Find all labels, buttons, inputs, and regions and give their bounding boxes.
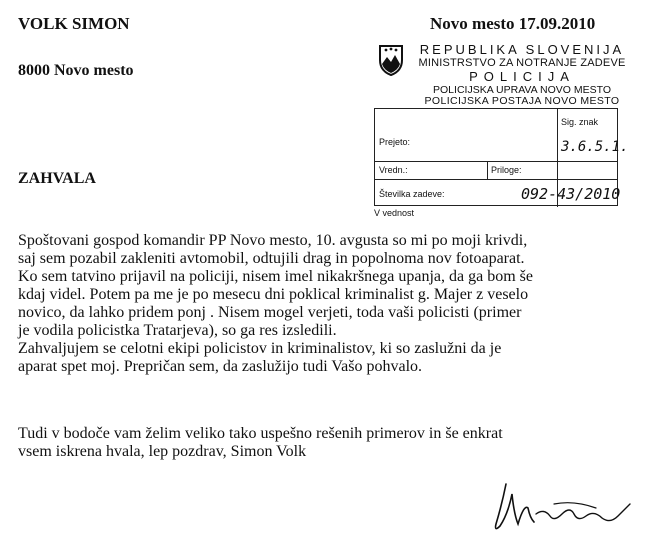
for-information-note: V vednost — [374, 208, 415, 218]
body-line: Tudi v bodoče vam želim veliko tako uspešno rešenih primerov in še enkrat — [18, 425, 503, 442]
stamp-police-station: POLICIJSKA POSTAJA NOVO MESTO — [424, 95, 620, 107]
place-and-date: Novo mesto 17.09.2010 — [430, 14, 596, 33]
closing-paragraph — [18, 425, 638, 461]
sender-name: VOLK SIMON — [18, 14, 130, 33]
letter-title: ZAHVALA — [18, 170, 96, 187]
body-line: saj sem pozabil zakleniti avtomobil, odtujili drag in popolnoma nov fotoaparat. — [18, 250, 525, 267]
sender-address: 8000 Novo mesto — [18, 62, 134, 79]
body-line: Spoštovani gospod komandir PP Novo mesto, 10. avgusta so mi po moji krivdi, — [18, 232, 528, 249]
letter-body-paragraph — [18, 232, 638, 376]
coat-of-arms-icon — [378, 44, 404, 76]
sig-mark-label: Sig. znak — [561, 117, 599, 127]
case-number-label: Številka zadeve: — [379, 189, 445, 199]
body-line: kdaj videl. Potem pa me je po mesecu dni poklical kriminalist g. Majer z veselo — [18, 286, 529, 303]
stamp-republic: REPUBLIKA SLOVENIJA — [419, 42, 625, 57]
sig-mark-value: 3.6.5.1. — [561, 139, 629, 155]
stamp-ministry: MINISTRSTVO ZA NOTRANJE ZADEVE — [418, 57, 626, 69]
body-line: Ko sem tatvino prijavil na policiji, nisem imel nikakršnega upanja, da ga bom še — [18, 268, 533, 285]
body-line: novico, da lahko pridem ponj . Nisem mogel verjeti, toda vaši policisti (primer — [18, 304, 522, 321]
value-label: Vredn.: — [379, 165, 408, 175]
body-line: vsem iskrena hvala, lep pozdrav, Simon Volk — [18, 443, 307, 460]
stamp-police-directorate: POLICIJSKA UPRAVA NOVO MESTO — [433, 84, 611, 96]
handwritten-signature — [484, 474, 634, 540]
body-line: Zahvaljujem se celotni ekipi policistov in kriminalistov, ki so zaslužni da je — [18, 340, 502, 357]
stamp-police: POLICIJA — [469, 69, 575, 84]
case-number-value: 092-43/2010 — [521, 185, 621, 203]
body-line: aparat spet moj. Prepričan sem, da zaslužijo tudi Vašo pohvalo. — [18, 358, 423, 375]
received-label: Prejeto: — [379, 137, 411, 147]
registry-stamp-box — [374, 108, 629, 206]
body-line: je vodila policistka Tratarjeva), so ga res izsledili. — [18, 322, 337, 339]
attachments-label: Priloge: — [491, 165, 522, 175]
